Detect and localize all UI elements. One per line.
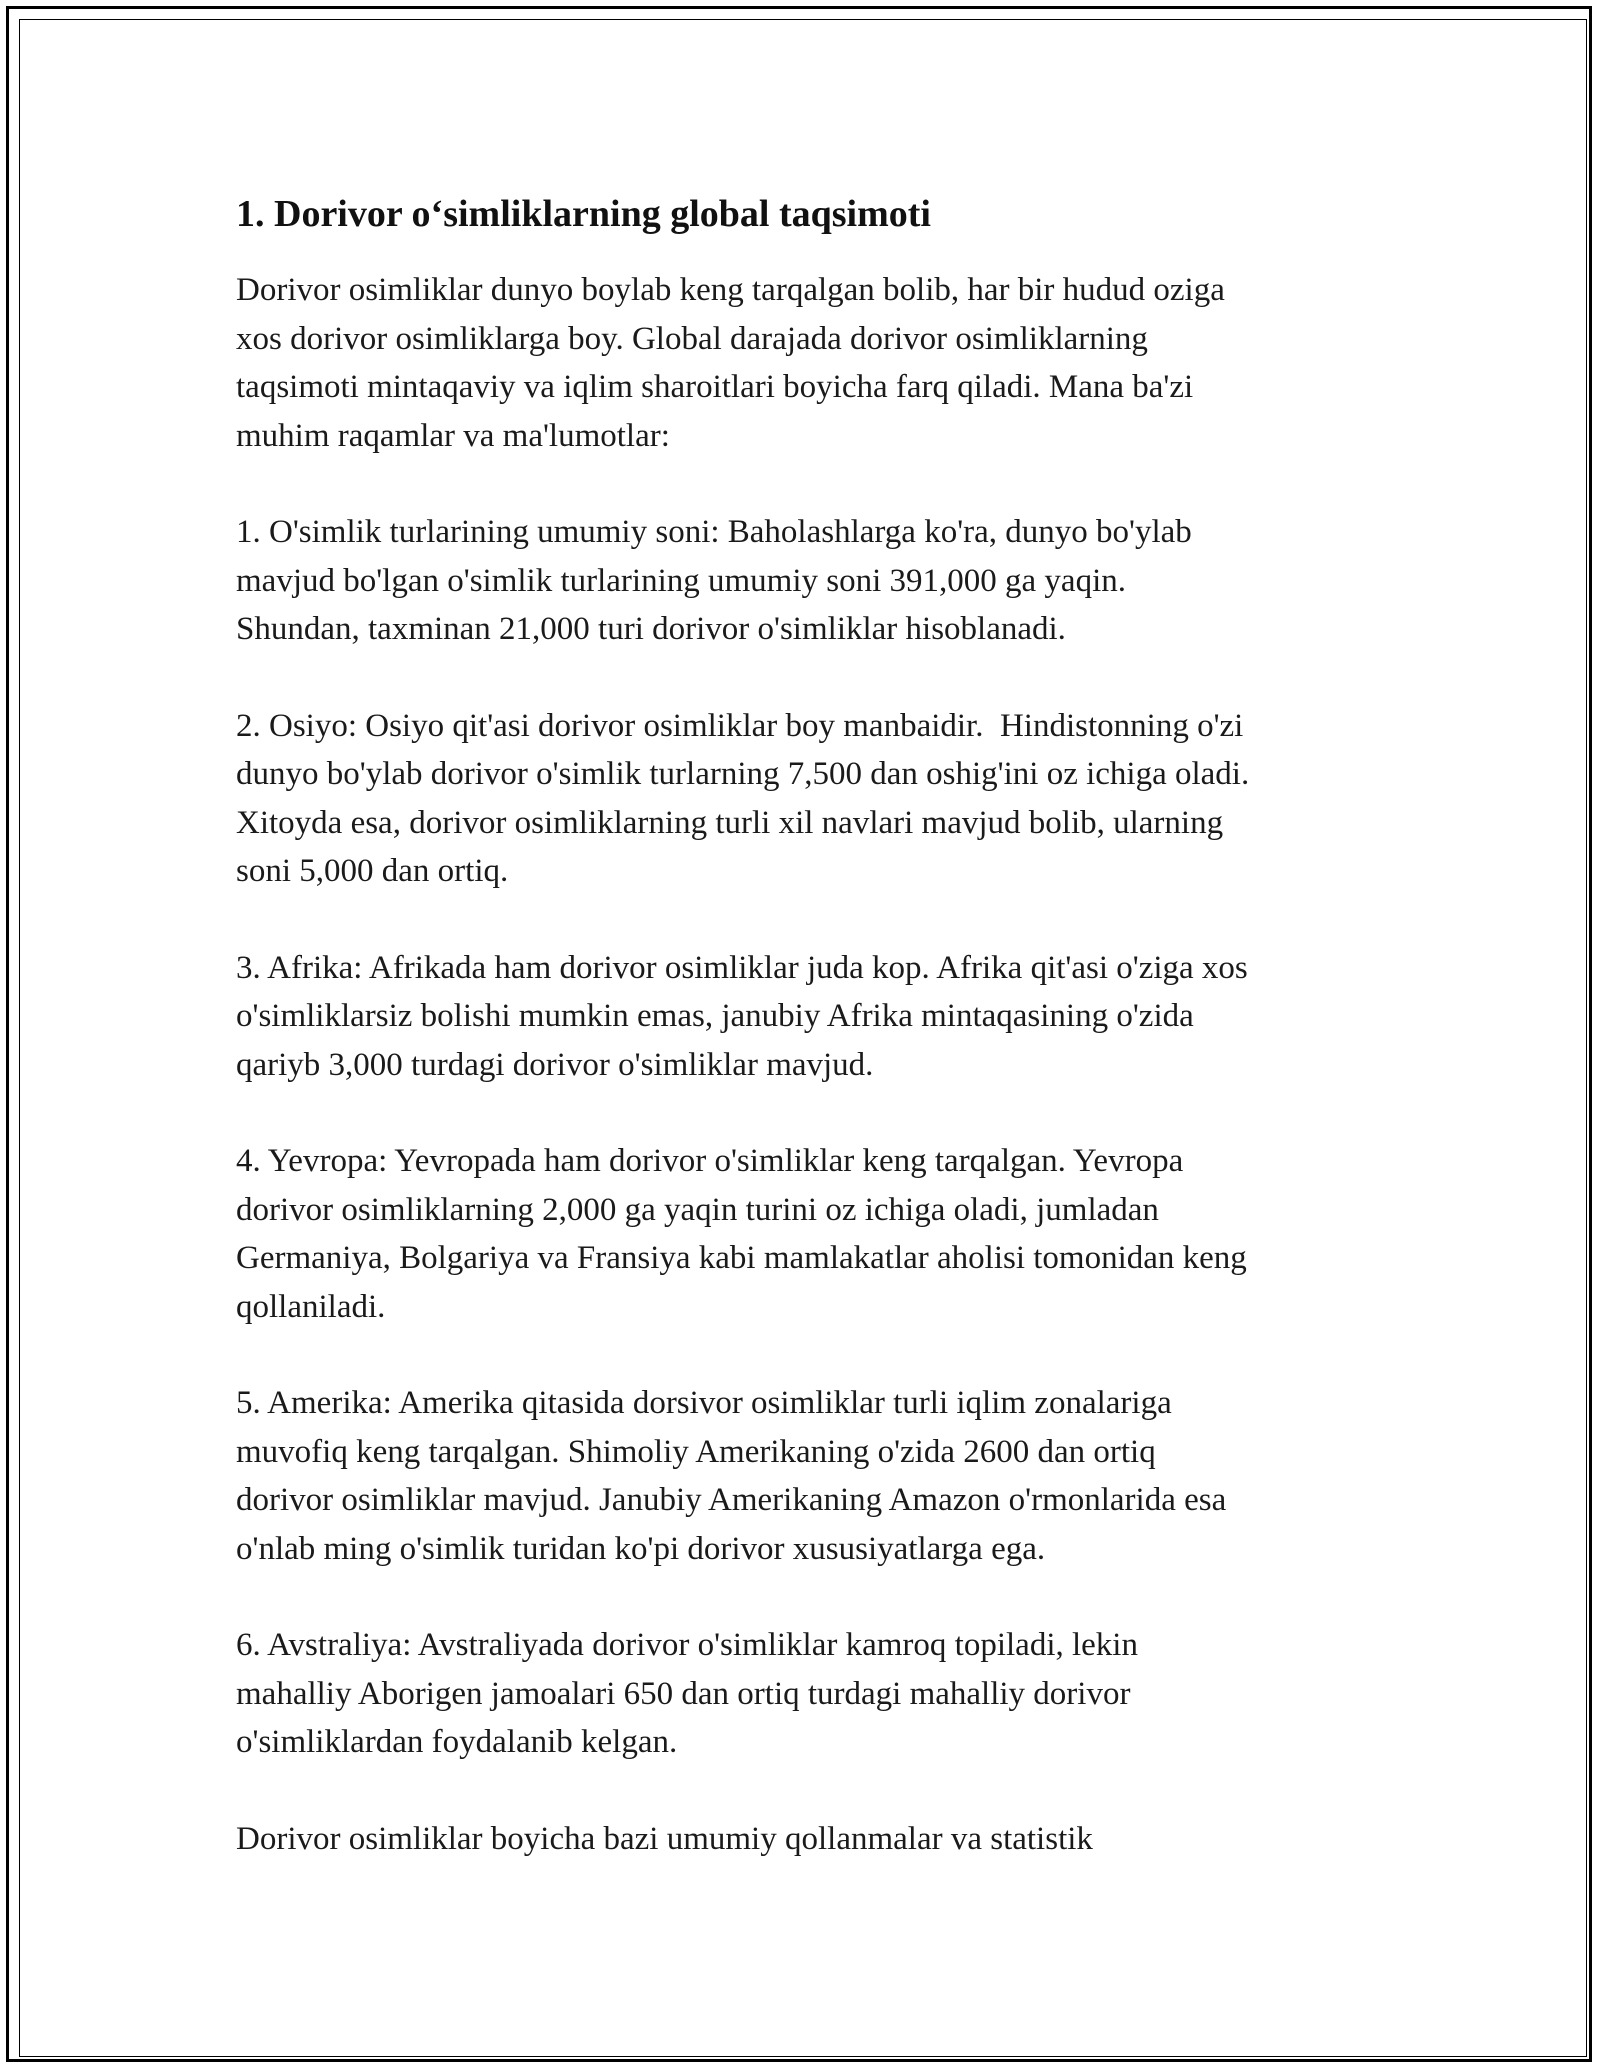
plant-species-count-paragraph: 1. O'simlik turlarining umumiy soni: Baholashlarga ko'ra, dunyo bo'ylab mavjud bo'lgan o'simlik turlarining umumiy soni 391,000 ga yaqin. Shundan, taxminan 21,000 turi dorivor o'simliklar hisoblanadi. bbox=[236, 514, 1192, 647]
document-body bbox=[236, 186, 1386, 1911]
intro-paragraph: Dorivor osimliklar dunyo boylab keng tarqalgan bolib, har bir hudud oziga xos dorivor osimliklarga boy. Global darajada dorivor osimliklarning taqsimoti mintaqaviy va iqlim sharoitlari boyicha farq qiladi. Mana ba'zi muhim raqamlar va ma'lumotlar: bbox=[236, 272, 1225, 454]
america-paragraph: 5. Amerika: Amerika qitasida dorsivor osimliklar turli iqlim zonalariga muvofiq keng tarqalgan. Shimoliy Amerikaning o'zida 2600 dan ortiq dorivor osimliklar mavjud. Janubiy Amerikaning Amazon o'rmonlarida esa o'nlab ming o'simlik turidan ko'pi dorivor xususiyatlarga ega. bbox=[236, 1385, 1227, 1567]
europe-paragraph: 4. Yevropa: Yevropada ham dorivor o'simliklar keng tarqalgan. Yevropa dorivor osimliklarning 2,000 ga yaqin turini oz ichiga oladi, jumladan Germaniya, Bolgariya va Fransiya kabi mamlakatlar aholisi tomonidan keng qollaniladi. bbox=[236, 1143, 1247, 1325]
asia-paragraph: 2. Osiyo: Osiyo qit'asi dorivor osimliklar boy manbaidir. Hindistonning o'zi dunyo bo'ylab dorivor o'simlik turlarning 7,500 dan oshig'ini oz ichiga oladi. Xitoyda esa, dorivor osimliklarning turli xil navlari mavjud bolib, ularning soni 5,000 dan ortiq. bbox=[236, 707, 1250, 889]
australia-paragraph: 6. Avstraliya: Avstraliyada dorivor o'simliklar kamroq topiladi, lekin mahalliy Aborigen jamoalari 650 dan ortiq turdagi mahalliy dorivor o'simliklardan foydalanib kelgan. bbox=[236, 1627, 1138, 1760]
africa-paragraph: 3. Afrika: Afrikada ham dorivor osimliklar juda kop. Afrika qit'asi o'ziga xos o'simliklarsiz bolishi mumkin emas, janubiy Afrika mintaqasining o'zida qariyb 3,000 turdagi dorivor o'simliklar mavjud. bbox=[236, 949, 1248, 1083]
section-title: 1. Dorivor o‘simliklarning global taqsimoti bbox=[236, 193, 931, 235]
closing-paragraph: Dorivor osimliklar boyicha bazi umumiy qollanmalar va statistik bbox=[236, 1820, 1093, 1857]
